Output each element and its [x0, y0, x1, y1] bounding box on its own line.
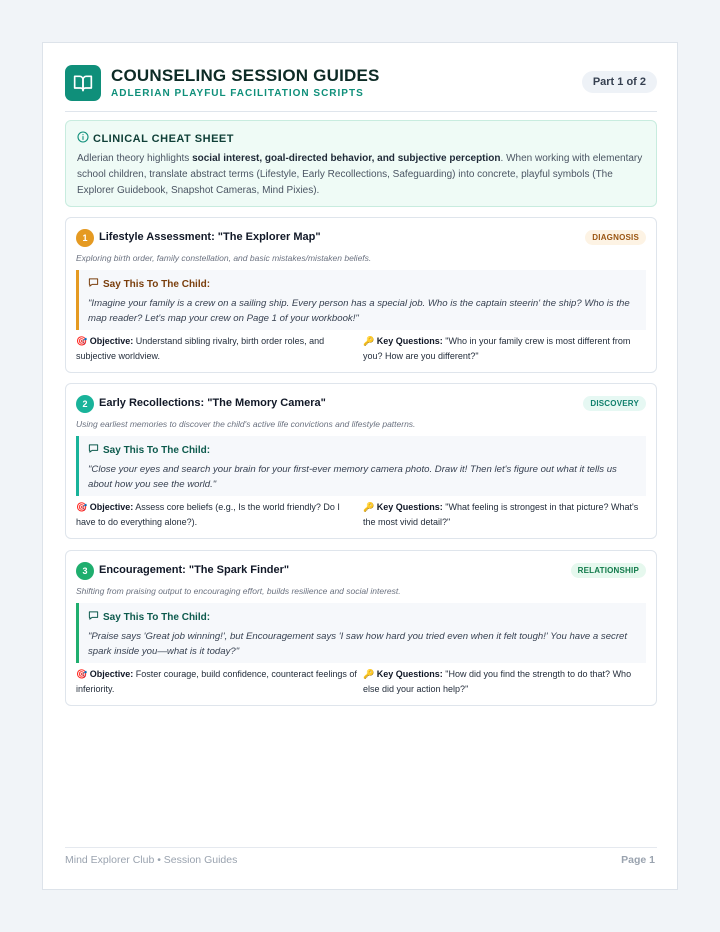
cheat-sheet-text: Adlerian theory highlights social interest, goal-directed behavior, and subjective perception. When working with elementary school children, translate abstract terms (Lifestyle, Early Recollections, Safeguarding) into concrete, playful symbols (The Explorer Guidebook, Snapshot Cameras, Mind Pixies). — [77, 153, 643, 196]
key-questions-text: "What feeling is strongest in that picture? What's the most vivid detail?" — [363, 502, 639, 527]
script-text: "Imagine your family is a crew on a sailing ship. Every person has a special job. Who is the captain steerin' the ship? Who is the map reader? Let's map your crew on Page 1 of your workbook!" — [88, 298, 630, 324]
session-card-lifestyle — [65, 217, 657, 373]
objective-text: Foster courage, build confidence, counteract feelings of inferiority. — [76, 669, 357, 694]
card-title: Early Recollections: "The Memory Camera" — [99, 397, 326, 409]
script-text: "Close your eyes and search your brain for your first-ever memory camera photo. Draw it! Then let's figure out what it tells us about how you see the world." — [88, 464, 617, 490]
card-description: Exploring birth order, family constellation, and basic mistakes/mistaken beliefs. — [76, 253, 372, 263]
info-icon — [77, 131, 89, 146]
cheat-sheet-heading — [77, 131, 645, 146]
script-heading — [88, 277, 637, 291]
target-icon: 🎯 — [76, 670, 88, 680]
chat-bubble-icon — [88, 610, 99, 624]
step-number-badge: 3 — [76, 562, 94, 580]
page-number: Page 1 — [621, 854, 655, 866]
step-number-badge: 1 — [76, 229, 94, 247]
open-book-icon — [65, 65, 101, 101]
key-questions-block: 🔑 Key Questions: "How did you find the strength to do that? Who else did your action help?" — [363, 669, 632, 694]
card-description: Shifting from praising output to encouraging effort, builds resilience and social interest. — [76, 586, 401, 596]
objective-block: 🎯 Objective: Understand sibling rivalry, birth order roles, and subjective worldview. — [76, 336, 325, 361]
objective-block: 🎯 Objective: Assess core beliefs (e.g., Is the world friendly? Do I have to do everything alone?). — [76, 502, 340, 527]
key-questions-block: 🔑 Key Questions: "Who in your family crew is most different from you? How are you different?" — [363, 336, 631, 361]
target-icon: 🎯 — [76, 503, 88, 513]
cheat-sheet-title: CLINICAL CHEAT SHEET — [93, 132, 234, 145]
category-tag: DIAGNOSIS — [585, 230, 646, 245]
card-title: Encouragement: "The Spark Finder" — [99, 564, 290, 576]
objective-text: Assess core beliefs (e.g., Is the world friendly? Do I have to do everything alone?). — [76, 502, 340, 527]
session-card-encouragement — [65, 550, 657, 706]
script-heading — [88, 610, 637, 624]
script-box — [76, 603, 646, 663]
header-divider — [65, 111, 657, 112]
page-subtitle: ADLERIAN PLAYFUL FACILITATION SCRIPTS — [111, 88, 364, 99]
objective-block: 🎯 Objective: Foster courage, build confidence, counteract feelings of inferiority. — [76, 669, 357, 694]
footer-text: Mind Explorer Club • Session Guides — [65, 854, 238, 866]
card-title: Lifestyle Assessment: "The Explorer Map" — [99, 231, 321, 243]
document-page — [42, 42, 678, 890]
footer-divider — [65, 847, 657, 848]
key-questions-text: "Who in your family crew is most different from you? How are you different?" — [363, 336, 631, 361]
key-icon: 🔑 — [363, 503, 375, 513]
script-label: Say This To The Child: — [103, 278, 211, 290]
category-tag: DISCOVERY — [583, 396, 646, 411]
key-questions-text: "How did you find the strength to do that? Who else did your action help?" — [363, 669, 632, 694]
target-icon: 🎯 — [76, 337, 88, 347]
page-header — [65, 65, 657, 113]
key-icon: 🔑 — [363, 337, 375, 347]
card-description: Using earliest memories to discover the child's active life convictions and lifestyle patterns. — [76, 419, 416, 429]
objective-text: Understand sibling rivalry, birth order roles, and subjective worldview. — [76, 336, 325, 361]
script-box — [76, 270, 646, 330]
session-card-recollections — [65, 383, 657, 539]
chat-bubble-icon — [88, 443, 99, 457]
step-number-badge: 2 — [76, 395, 94, 413]
script-text: "Praise says 'Great job winning!', but Encouragement says 'I saw how hard you tried even when it felt tough!' You have a secret spark inside you—what is it today?" — [88, 631, 628, 657]
script-label: Say This To The Child: — [103, 611, 211, 623]
cheat-sheet-box — [65, 120, 657, 207]
key-questions-block: 🔑 Key Questions: "What feeling is strongest in that picture? What's the most vivid detail?" — [363, 502, 639, 527]
script-box — [76, 436, 646, 496]
script-label: Say This To The Child: — [103, 444, 211, 456]
part-badge: Part 1 of 2 — [582, 71, 657, 93]
page-title: COUNSELING SESSION GUIDES — [111, 66, 380, 85]
key-icon: 🔑 — [363, 670, 375, 680]
category-tag: RELATIONSHIP — [571, 563, 646, 578]
chat-bubble-icon — [88, 277, 99, 291]
script-heading — [88, 443, 637, 457]
